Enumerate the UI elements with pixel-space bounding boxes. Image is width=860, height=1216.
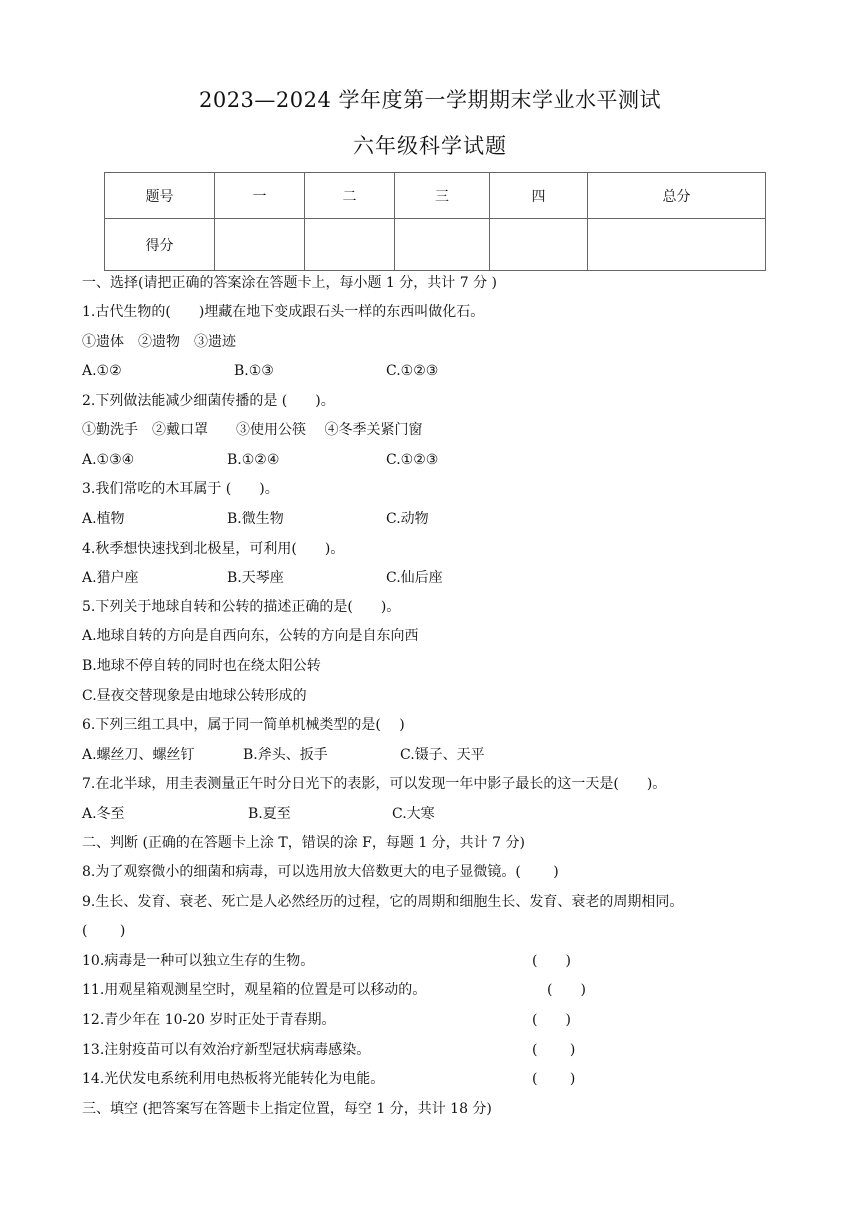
question-2-note: ①勤洗手 ②戴口罩 ③使用公筷 ④冬季关紧门窗 <box>82 422 423 438</box>
score-cell: 得分 <box>105 219 215 271</box>
question-5-stem: 5.下列关于地球自转和公转的描述正确的是( )。 <box>82 599 401 615</box>
question-1-option-c: C.①②③ <box>386 363 439 379</box>
score-cell <box>588 219 766 271</box>
score-cell <box>305 219 395 271</box>
question-5-option-a: A.地球自转的方向是自西向东，公转的方向是自东向西 <box>82 628 419 644</box>
question-11: 11.用观星箱观测星空时，观星箱的位置是可以移动的。 <box>82 982 427 998</box>
question-4-stem: 4.秋季想快速找到北极星，可利用( )。 <box>82 541 345 557</box>
score-table-header-row <box>105 173 766 219</box>
question-6-stem: 6.下列三组工具中，属于同一简单机械类型的是( ) <box>82 717 405 733</box>
section3-heading: 三、填空 (把答案写在答题卡上指定位置，每空 1 分，共计 18 分) <box>82 1101 492 1117</box>
score-cell <box>490 219 588 271</box>
question-1-option-a: A.①② <box>82 363 122 379</box>
score-cell: 题号 <box>105 173 215 219</box>
question-2-option-a: A.①③④ <box>82 452 135 468</box>
question-6-option-a: A.螺丝刀、螺丝钉 <box>82 747 195 763</box>
score-cell <box>395 219 490 271</box>
question-3-option-b: B.微生物 <box>227 511 284 527</box>
question-5-option-b: B.地球不停自转的同时也在绕太阳公转 <box>82 658 321 674</box>
question-8: 8.为了观察微小的细菌和病毒，可以选用放大倍数更大的电子显微镜。( ) <box>82 864 559 880</box>
question-1-note: ①遗体 ②遗物 ③遗迹 <box>82 334 236 350</box>
question-2-option-c: C.①②③ <box>386 452 439 468</box>
score-cell: 二 <box>305 173 395 219</box>
question-3-stem: 3.我们常吃的木耳属于 ( )。 <box>82 481 279 497</box>
score-cell <box>215 219 305 271</box>
question-7-option-a: A.冬至 <box>82 806 125 822</box>
score-table <box>104 172 766 271</box>
question-13: 13.注射疫苗可以有效治疗新型冠状病毒感染。 <box>82 1042 371 1058</box>
question-9: 9.生长、发育、衰老、死亡是人必然经历的过程，它的周期和细胞生长、发育、衰老的周期相同。 <box>82 894 684 910</box>
question-13-answer-paren: ( ) <box>532 1042 576 1058</box>
question-7-stem: 7.在北半球，用圭表测量正午时分日光下的表影，可以发现一年中影子最长的这一天是( )。 <box>82 776 667 792</box>
question-14-answer-paren: ( ) <box>532 1071 576 1087</box>
question-12-answer-paren: ( ) <box>532 1012 571 1028</box>
score-cell: 总分 <box>588 173 766 219</box>
question-14: 14.光伏发电系统利用电热板将光能转化为电能。 <box>82 1071 385 1087</box>
question-4-option-b: B.天琴座 <box>227 570 284 586</box>
question-6-option-c: C.镊子、天平 <box>400 747 485 763</box>
question-1-stem: 1.古代生物的( )埋藏在地下变成跟石头一样的东西叫做化石。 <box>82 304 485 320</box>
question-10-answer-paren: ( ) <box>532 953 571 969</box>
score-cell: 三 <box>395 173 490 219</box>
question-10: 10.病毒是一种可以独立生存的生物。 <box>82 953 315 969</box>
question-2-option-b: B.①②④ <box>227 452 280 468</box>
question-7-option-b: B.夏至 <box>248 806 291 822</box>
score-cell: 一 <box>215 173 305 219</box>
question-3-option-c: C.动物 <box>386 511 429 527</box>
section2-heading: 二、判断 (正确的在答题卡上涂 T，错误的涂 F，每题 1 分，共计 7 分) <box>82 835 525 851</box>
score-cell: 四 <box>490 173 588 219</box>
question-11-answer-paren: ( ) <box>547 982 586 998</box>
question-9-answer-paren: ( ) <box>82 923 126 939</box>
question-6-option-b: B.斧头、扳手 <box>243 747 328 763</box>
question-2-stem: 2.下列做法能减少细菌传播的是 ( )。 <box>82 393 335 409</box>
question-3-option-a: A.植物 <box>82 511 125 527</box>
exam-title: 2023—2024 学年度第一学期期末学业水平测试 <box>198 88 662 112</box>
question-4-option-a: A.猎户座 <box>82 570 139 586</box>
question-5-option-c: C.昼夜交替现象是由地球公转形成的 <box>82 688 307 704</box>
question-12: 12.青少年在 10-20 岁时正处于青春期。 <box>82 1012 336 1028</box>
exam-subtitle: 六年级科学试题 <box>353 134 507 158</box>
question-1-option-b: B.①③ <box>234 363 274 379</box>
score-table-score-row <box>105 219 766 271</box>
section1-heading: 一、选择(请把正确的答案涂在答题卡上，每小题 1 分，共计 7 分 ) <box>82 275 497 291</box>
question-7-option-c: C.大寒 <box>392 806 435 822</box>
question-4-option-c: C.仙后座 <box>386 570 443 586</box>
